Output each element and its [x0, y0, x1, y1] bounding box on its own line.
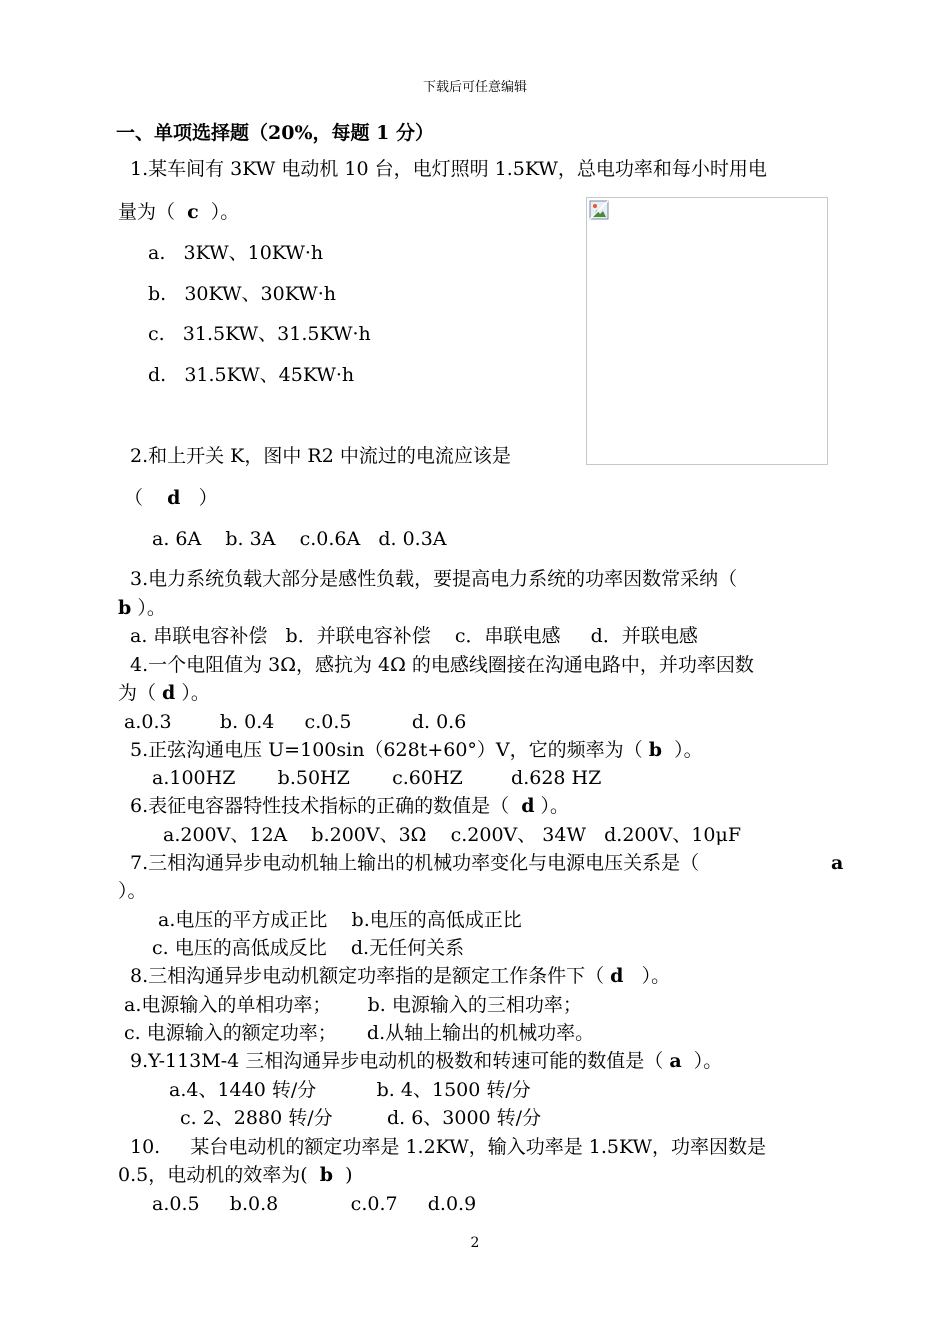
q7-stem-line1: 7.三相沟通异步电动机轴上输出的机械功率变化与电源电压关系是（	[130, 852, 700, 874]
q4-stem-pre: 为（	[118, 682, 163, 704]
q9-answer: a	[669, 1050, 682, 1072]
q6-stem-post: ）。	[534, 795, 570, 817]
q8-stem-pre: 8.三相沟通异步电动机额定功率指的是额定工作条件下（	[130, 965, 611, 987]
q3-answer: b	[118, 597, 132, 619]
circuit-diagram-placeholder	[586, 197, 828, 465]
q10-stem-post: )	[333, 1164, 353, 1186]
q2-stem-pre: （	[124, 487, 168, 509]
q6-answer: d	[521, 795, 535, 817]
broken-image-icon	[589, 200, 609, 220]
q8-stem	[130, 964, 670, 988]
page-header: 下载后可任意编辑	[422, 80, 527, 95]
q4-stem-line1: 4.一个电阻值为 3Ω，感抗为 4Ω 的电感线圈接在沟通电路中，并功率因数	[130, 654, 754, 676]
q10-stem-line1: 10. 某台电动机的额定功率是 1.2KW，输入功率是 1.5KW，功率因数是	[130, 1136, 767, 1158]
q7-stem-line2: ）。	[118, 880, 147, 902]
q2-answer: d	[167, 487, 181, 509]
q1-option-d: d. 31.5KW、45KW·h	[148, 364, 355, 386]
q4-stem-post: ）。	[175, 682, 210, 704]
q1-option-b: b. 30KW、30KW·h	[148, 283, 337, 305]
q6-options: a.200V、12A b.200V、3Ω c.200V、 34W d.200V、10μF	[163, 824, 742, 846]
q2-options: a. 6A b. 3A c.0.6A d. 0.3A	[152, 528, 447, 550]
q7-options-cd: c. 电压的高低成反比 d.无任何关系	[152, 937, 465, 959]
q9-options-cd: c. 2、2880 转/分 d. 6、3000 转/分	[180, 1107, 542, 1129]
q9-options-ab: a.4、1440 转/分 b. 4、1500 转/分	[169, 1079, 531, 1101]
q5-stem	[130, 738, 703, 762]
q8-answer: d	[610, 965, 624, 987]
q2-stem-line1: 2.和上开关 K，图中 R2 中流过的电流应该是	[130, 445, 511, 467]
q5-answer: b	[648, 739, 662, 761]
q4-options: a.0.3 b. 0.4 c.0.5 d. 0.6	[124, 711, 467, 733]
section-title: 一、单项选择题（20%，每题 1 分）	[116, 122, 434, 144]
q7-answer: a	[831, 852, 844, 874]
q1-option-a: a. 3KW、10KW·h	[148, 242, 324, 264]
q1-answer: c	[187, 201, 199, 223]
q9-stem-post: ）。	[681, 1050, 723, 1072]
q3-stem-line1: 3.电力系统负载大部分是感性负载，要提高电力系统的功率因数常采纳（	[130, 568, 738, 590]
q5-options: a.100HZ b.50HZ c.60HZ d.628 HZ	[152, 767, 602, 789]
q9-stem	[130, 1049, 722, 1073]
q6-stem-pre: 6.表征电容器特性技术指标的正确的数值是（	[130, 795, 522, 817]
q1-stem-line1: 1.某车间有 3KW 电动机 10 台，电灯照明 1.5KW，总电功率和每小时用电	[130, 158, 767, 180]
q2-stem-post: ）	[180, 487, 218, 509]
page-number: 2	[470, 1235, 480, 1251]
q3-stem-line2	[118, 596, 166, 620]
q3-options: a. 串联电容补偿 b．并联电容补偿 c．串联电感 d．并联电感	[130, 625, 698, 647]
q8-stem-post: ）。	[623, 965, 671, 987]
q4-answer: d	[162, 682, 176, 704]
q2-stem-line2	[124, 486, 218, 510]
q4-stem-line2	[118, 681, 210, 705]
q5-stem-pre: 5.正弦沟通电压 U=100sin（628t+60°）V，它的频率为（	[130, 739, 649, 761]
q5-stem-post: ）。	[662, 739, 703, 761]
q1-stem-post: ）。	[198, 201, 240, 223]
q7-options-ab: a.电压的平方成正比 b.电压的高低成正比	[158, 909, 522, 931]
q3-stem-post: ）。	[131, 597, 166, 619]
q8-options-ab: a.电源输入的单相功率； b. 电源输入的三相功率；	[124, 994, 582, 1016]
q10-stem-pre: 0.5，电动机的效率为(	[118, 1164, 320, 1186]
q1-stem-line2	[118, 200, 239, 224]
q10-options: a.0.5 b.0.8 c.0.7 d.0.9	[152, 1193, 477, 1215]
q1-stem-pre: 量为（	[118, 201, 188, 223]
q10-stem-line2	[118, 1163, 353, 1187]
q10-answer: b	[319, 1164, 334, 1186]
q1-option-c: c. 31.5KW、31.5KW·h	[148, 323, 371, 345]
q6-stem	[130, 794, 569, 818]
q8-options-cd: c. 电源输入的额定功率； d.从轴上输出的机械功率。	[124, 1022, 595, 1044]
q9-stem-pre: 9.Y-113M-4 三相沟通异步电动机的极数和转速可能的数值是（	[130, 1050, 670, 1072]
